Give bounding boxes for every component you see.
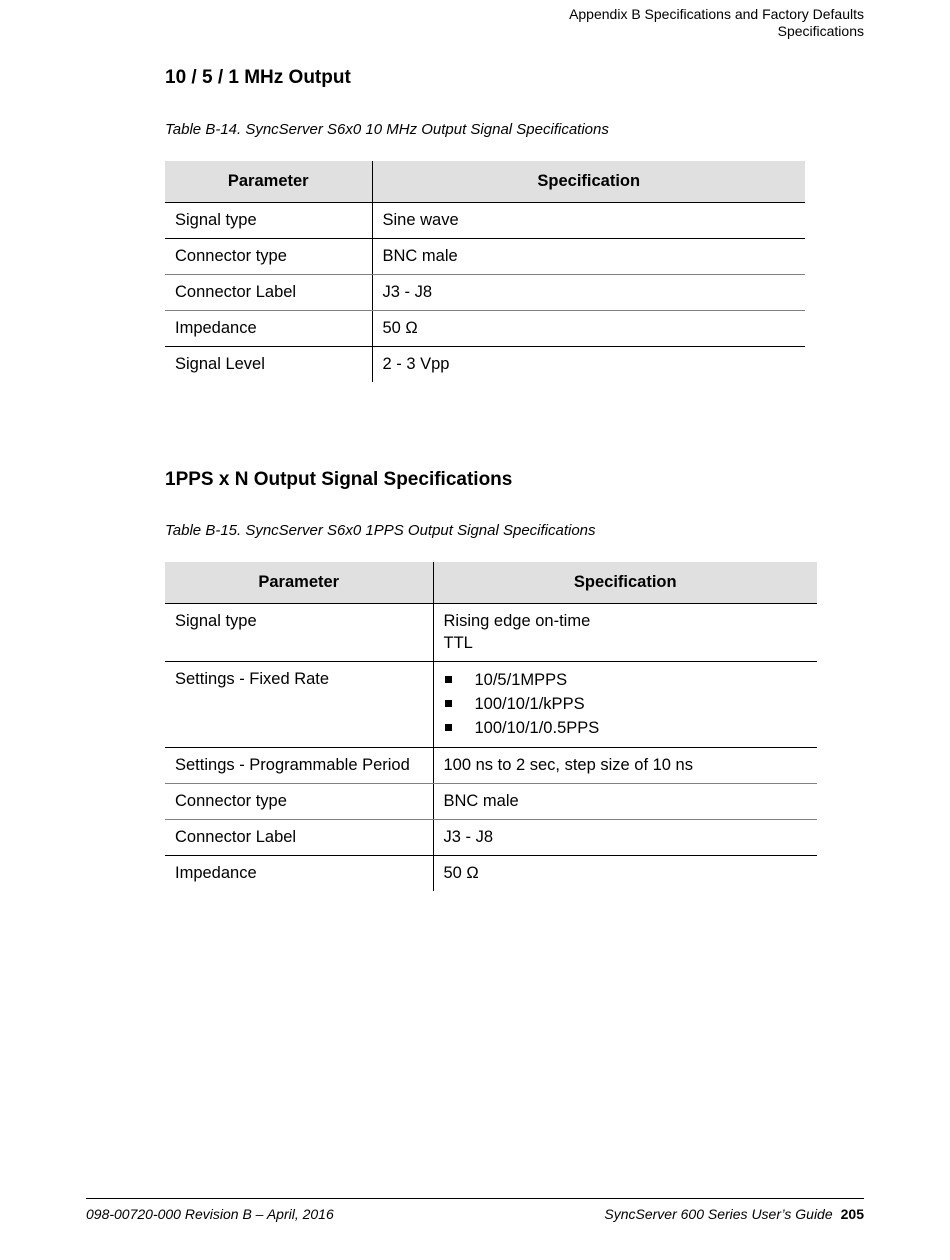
running-header: [569, 6, 864, 40]
column-header-parameter: Parameter: [165, 562, 433, 604]
bullet-item: 100/10/1/kPPS: [444, 692, 808, 716]
spec-line: Rising edge on-time: [443, 612, 591, 630]
table-header-row: [165, 562, 817, 604]
param-cell: Connector type: [165, 784, 433, 820]
spec-cell: [433, 662, 817, 748]
spec-cell: 100 ns to 2 sec, step size of 10 ns: [433, 748, 817, 784]
table-row: [165, 784, 817, 820]
column-header-parameter: Parameter: [165, 161, 372, 203]
bullet-item: 100/10/1/0.5PPS: [444, 716, 808, 740]
param-cell: Settings - Programmable Period: [165, 748, 433, 784]
table-row: [165, 347, 805, 383]
param-cell: Impedance: [165, 311, 372, 347]
table-header-row: [165, 161, 805, 203]
param-cell: Signal type: [165, 604, 433, 662]
table-row: [165, 820, 817, 856]
footer-revision: 098-00720-000 Revision B – April, 2016: [86, 1206, 334, 1222]
section-title-mhz-output: 10 / 5 / 1 MHz Output: [165, 67, 351, 88]
table-row: [165, 239, 805, 275]
spec-cell: 2 - 3 Vpp: [382, 355, 450, 373]
page-number: 205: [840, 1206, 864, 1222]
spec-cell: BNC male: [372, 239, 805, 275]
table-caption-b14: Table B-14. SyncServer S6x0 10 MHz Output Signal Specifications: [165, 121, 609, 138]
spec-line: TTL: [443, 634, 473, 652]
table-row: [165, 748, 817, 784]
column-header-specification: Specification: [433, 562, 817, 604]
spec-cell: 50 Ω: [443, 864, 479, 882]
param-cell: Settings - Fixed Rate: [165, 662, 433, 748]
spec-cell: J3 - J8: [433, 820, 817, 856]
footer-guide: [604, 1206, 864, 1222]
spec-table-b15: [165, 562, 817, 891]
footer-divider: [86, 1198, 864, 1199]
param-cell: Impedance: [165, 856, 433, 892]
footer-guide-title: SyncServer 600 Series User’s Guide: [604, 1206, 833, 1222]
header-section: Specifications: [777, 23, 864, 39]
column-header-specification: Specification: [372, 161, 805, 203]
spec-cell: [433, 604, 817, 662]
param-cell: Connector Label: [165, 275, 372, 311]
table-row: [165, 604, 817, 662]
table-row: [165, 856, 817, 892]
table-caption-b15: Table B-15. SyncServer S6x0 1PPS Output Signal Specifications: [165, 522, 596, 539]
table-row: [165, 311, 805, 347]
param-cell: Connector type: [165, 239, 372, 275]
bullet-list: [444, 668, 808, 740]
table-row: [165, 203, 805, 239]
table-row: [165, 662, 817, 748]
param-cell: Signal Level: [165, 347, 372, 383]
spec-cell: Sine wave: [372, 203, 805, 239]
spec-cell: 50 Ω: [372, 311, 805, 347]
section-title-1pps-output: 1PPS x N Output Signal Specifications: [165, 469, 513, 490]
header-chapter: Appendix B Specifications and Factory Defaults: [569, 6, 864, 22]
spec-table-b14: [165, 161, 805, 382]
spec-cell: BNC male: [433, 784, 817, 820]
table-row: [165, 275, 805, 311]
param-cell: Signal type: [165, 203, 372, 239]
bullet-item: 10/5/1MPPS: [444, 668, 808, 692]
spec-cell: J3 - J8: [372, 275, 805, 311]
param-cell: Connector Label: [165, 820, 433, 856]
